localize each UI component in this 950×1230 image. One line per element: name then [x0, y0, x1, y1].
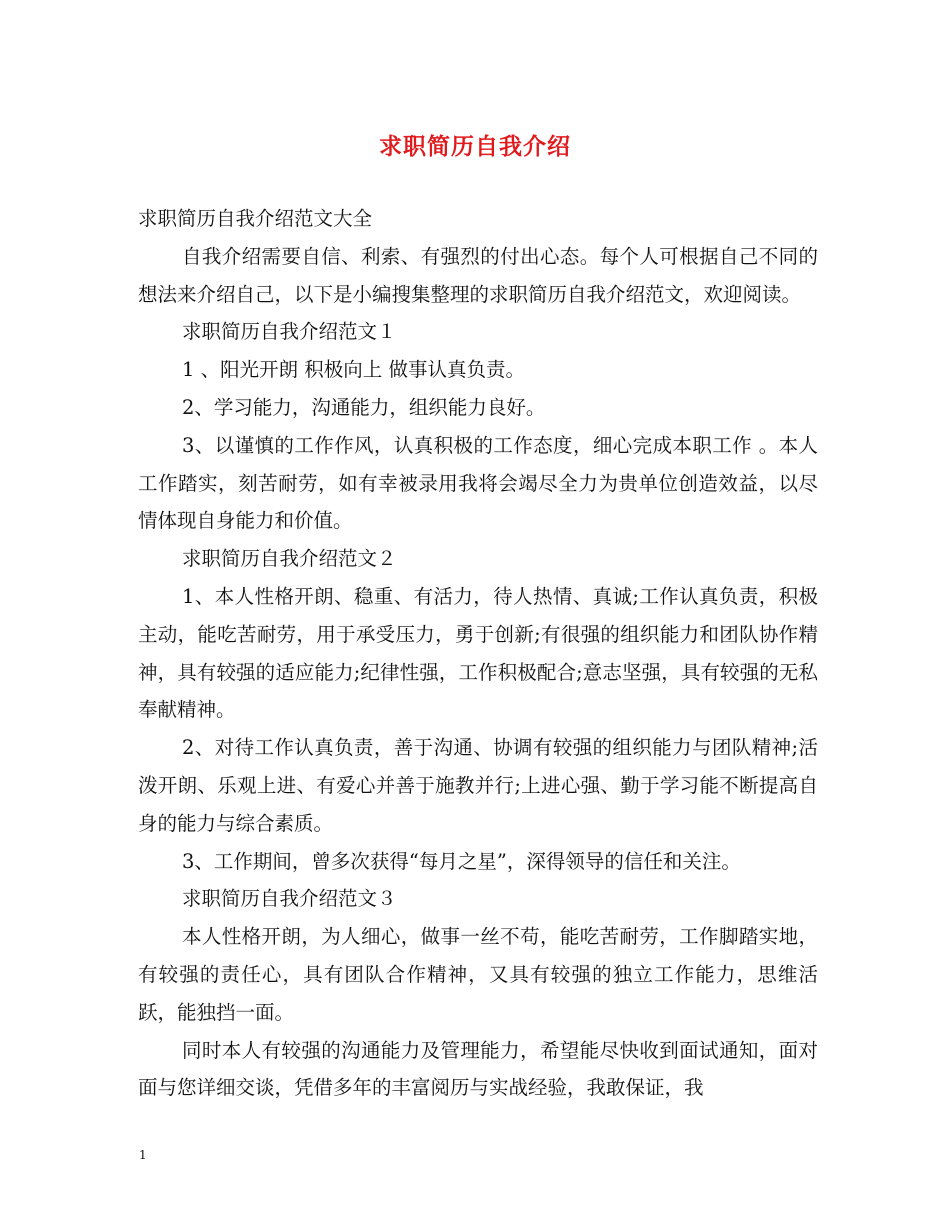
section-heading-1: 求职简历自我介绍范文１ [182, 320, 397, 344]
body-paragraph: 1、本人性格开朗、稳重、有活力，待人热情、真诚;工作认真负责，积极主动，能吃苦耐劳，用于承受压力，勇于创新;有很强的组织能力和团队协作精神，具有较强的适应能力;纪律性强，工作积极配合;意志坚强，具有较强的无私奉献精神。 [138, 584, 818, 722]
section-heading-2: 求职简历自我介绍范文２ [182, 547, 397, 571]
body-paragraph: 1 、阳光开朗 积极向上 做事认真负责。 [182, 358, 526, 382]
page-number: 1 [139, 1148, 147, 1162]
body-paragraph: 3、工作期间，曾多次获得“每月之星”，深得领导的信任和关注。 [182, 849, 741, 873]
body-paragraph: 本人性格开朗，为人细心，做事一丝不苟，能吃苦耐劳，工作脚踏实地，有较强的责任心，具有团队合作精神，又具有较强的独立工作能力，思维活跃，能独挡一面。 [138, 925, 818, 1024]
body-paragraph: 2、对待工作认真负责，善于沟通、协调有较强的组织能力与团队精神;活泼开朗、乐观上进、有爱心并善于施教并行;上进心强、勤于学习能不断提高自身的能力与综合素质。 [138, 736, 818, 835]
section-heading-3: 求职简历自我介绍范文３ [182, 887, 397, 911]
intro-paragraph: 自我介绍需要自信、利索、有强烈的付出心态。每个人可根据自己不同的想法来介绍自己，以下是小编搜集整理的求职简历自我介绍范文，欢迎阅读。 [138, 244, 818, 306]
body-paragraph: 3、以谨慎的工作作风，认真积极的工作态度，细心完成本职工作 。本人工作踏实，刻苦耐劳，如有幸被录用我将会竭尽全力为贵单位创造效益，以尽情体现自身能力和价值。 [138, 433, 818, 533]
body-paragraph: 2、学习能力，沟通能力，组织能力良好。 [182, 395, 546, 419]
document-title: 求职简历自我介绍 [379, 133, 571, 160]
subtitle-paragraph: 求职简历自我介绍范文大全 [138, 207, 373, 230]
body-paragraph: 同时本人有较强的沟通能力及管理能力，希望能尽快收到面试通知，面对面与您详细交谈，凭借多年的丰富阅历与实战经验，我敢保证，我 [138, 1038, 818, 1100]
document-body [138, 200, 818, 1107]
